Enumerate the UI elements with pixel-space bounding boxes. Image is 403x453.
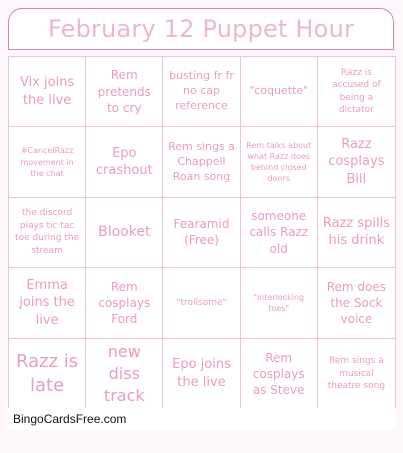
site-credit: BingoCardsFree.com: [13, 412, 127, 426]
bingo-cell-r2c1[interactable]: #CancelRazz movement in the chat: [9, 127, 86, 197]
bingo-cell-r1c5[interactable]: Razz is accused of being a dictator: [318, 57, 395, 127]
bingo-cell-r3c1[interactable]: the discord plays tic tac toe during the stream: [9, 198, 86, 268]
bingo-cell-r1c1[interactable]: Vix joins the live: [9, 57, 86, 127]
bingo-cell-r3c5[interactable]: Razz spills his drink: [318, 198, 395, 268]
bingo-cell-r5c1[interactable]: Razz is late: [9, 339, 86, 409]
bingo-cell-r2c3[interactable]: Rem sings a Chappell Roan song: [163, 127, 240, 197]
title-banner: [8, 8, 394, 50]
bingo-cell-r1c4[interactable]: "coquette": [241, 57, 318, 127]
bingo-cell-r2c4[interactable]: Rem talks about what Razz does behind closed doors: [241, 127, 318, 197]
bingo-cell-r5c5[interactable]: Rem sings a musical theatre song: [327, 355, 386, 392]
bingo-cell-r5c3[interactable]: Epo joins the live: [163, 339, 240, 409]
bingo-cell-r1c2[interactable]: Rem pretends to cry: [86, 57, 163, 127]
bingo-cell-r5c2[interactable]: new diss track: [86, 339, 163, 409]
bingo-cell-r3c4[interactable]: someone calls Razz old: [241, 198, 318, 268]
bingo-cell-r3c2[interactable]: Blooket: [86, 198, 163, 268]
bingo-cell-r4c2[interactable]: Rem cosplays Ford: [86, 268, 163, 338]
bingo-cell-r2c5[interactable]: Razz cosplays Bill: [318, 127, 395, 197]
bingo-cell-r4c3[interactable]: "trollsome": [163, 268, 240, 338]
bingo-cell-r1c3[interactable]: busting fr fr no cap reference: [163, 57, 240, 127]
bingo-cell-r4c4[interactable]: "interlocking toes": [241, 268, 318, 338]
bingo-grid: [8, 56, 396, 410]
footer: [8, 408, 396, 430]
bingo-cell-r4c1[interactable]: Emma joins the live: [9, 268, 86, 338]
bingo-cell-r4c5[interactable]: Rem does the Sock voice: [318, 268, 395, 338]
bingo-cell-r5c4[interactable]: Rem cosplays as Steve: [241, 339, 318, 409]
bingo-cell-r2c2[interactable]: Epo crashout: [86, 127, 163, 197]
card-title: February 12 Puppet Hour: [47, 15, 355, 43]
bingo-cell-r3c3[interactable]: Fearamid (Free): [163, 198, 240, 268]
